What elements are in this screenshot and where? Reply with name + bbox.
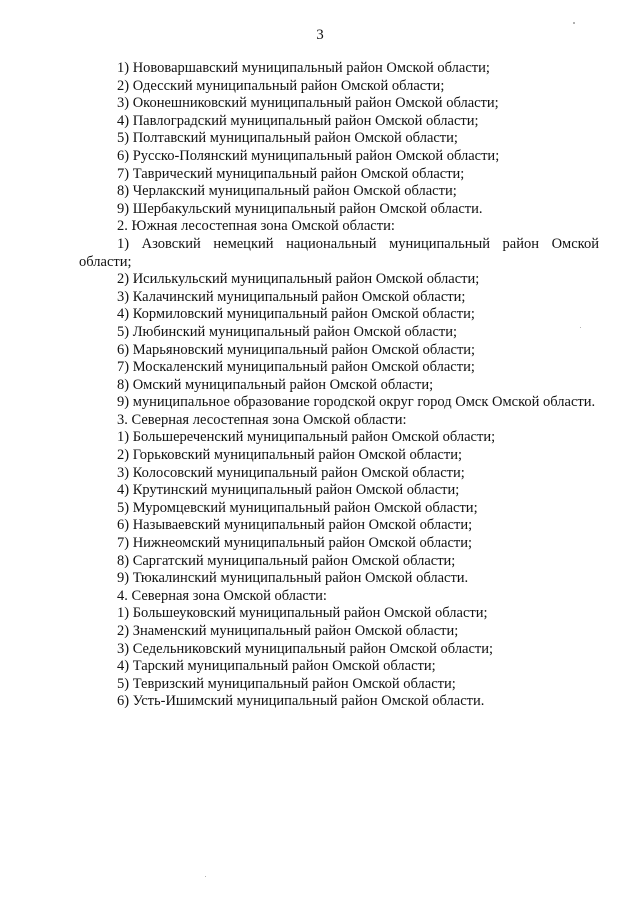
- section-heading: 4. Северная зона Омской области:: [117, 587, 327, 604]
- list-item: 8) Омский муниципальный район Омской области;: [117, 376, 434, 393]
- list-item: 5) Любинский муниципальный район Омской области;: [117, 323, 458, 340]
- list-item: 2) Одесский муниципальный район Омской области;: [117, 77, 445, 94]
- section-heading: 3. Северная лесостепная зона Омской области:: [117, 411, 407, 428]
- document-body: [79, 60, 599, 711]
- list-item: 2) Исилькульский муниципальный район Омской области;: [117, 271, 480, 288]
- list-item: 7) Москаленский муниципальный район Омской области;: [117, 359, 475, 376]
- list-item: 2) Знаменский муниципальный район Омской области;: [117, 623, 459, 639]
- list-item: 2) Горьковский муниципальный район Омской области;: [117, 447, 462, 464]
- list-item: 6) Усть-Ишимский муниципальный район Омской области.: [117, 693, 485, 710]
- list-item: 3) Калачинский муниципальный район Омской области;: [117, 288, 466, 305]
- scan-speck: [573, 22, 575, 24]
- list-item: 4) Кормиловский муниципальный район Омской области;: [117, 306, 475, 323]
- list-item: 8) Черлакский муниципальный район Омской области;: [117, 183, 457, 200]
- list-item: 7) Таврический муниципальный район Омской области;: [117, 165, 465, 182]
- list-item: 4) Тарский муниципальный район Омской области;: [117, 658, 436, 675]
- list-item: 5) Полтавский муниципальный район Омской области;: [117, 130, 458, 147]
- list-item: 9) Тюкалинский муниципальный район Омской области.: [117, 570, 469, 587]
- list-item: 1) Нововаршавский муниципальный район Омской области;: [117, 60, 490, 76]
- scan-speck: [580, 327, 581, 328]
- list-item: 9) Шербакульский муниципальный район Омской области.: [117, 200, 483, 217]
- list-item: 1) Большереченский муниципальный район Омской области;: [117, 429, 496, 446]
- page-number: 3: [316, 27, 324, 43]
- list-item: 5) Тевризский муниципальный район Омской области;: [117, 675, 456, 692]
- list-item: 3) Оконешниковский муниципальный район Омской области;: [117, 95, 499, 112]
- list-item: 6) Русско-Полянский муниципальный район Омской области;: [117, 147, 500, 164]
- list-item: 9) муниципальное образование городской округ город Омск Омской области.: [117, 394, 596, 411]
- list-item: 5) Муромцевский муниципальный район Омской области;: [117, 499, 478, 516]
- list-item: 6) Называевский муниципальный район Омской области;: [117, 517, 473, 534]
- list-item: 1) Большеуковский муниципальный район Омской области;: [117, 605, 488, 622]
- list-item: 3) Колосовский муниципальный район Омской области;: [117, 464, 465, 481]
- list-item: 6) Марьяновский муниципальный район Омской области;: [117, 341, 476, 358]
- list-item: 1) Азовский немецкий национальный муниципальный район Омской области;: [79, 235, 599, 270]
- list-item: 8) Саргатский муниципальный район Омской области;: [117, 552, 456, 569]
- list-item: 3) Седельниковский муниципальный район Омской области;: [117, 640, 494, 657]
- list-item: 4) Павлоградский муниципальный район Омской области;: [117, 112, 479, 129]
- list-item: 4) Крутинский муниципальный район Омской области;: [117, 482, 460, 499]
- scan-speck: [205, 876, 206, 877]
- list-item: 7) Нижнеомский муниципальный район Омской области;: [117, 535, 473, 552]
- section-heading: 2. Южная лесостепная зона Омской области:: [117, 218, 395, 235]
